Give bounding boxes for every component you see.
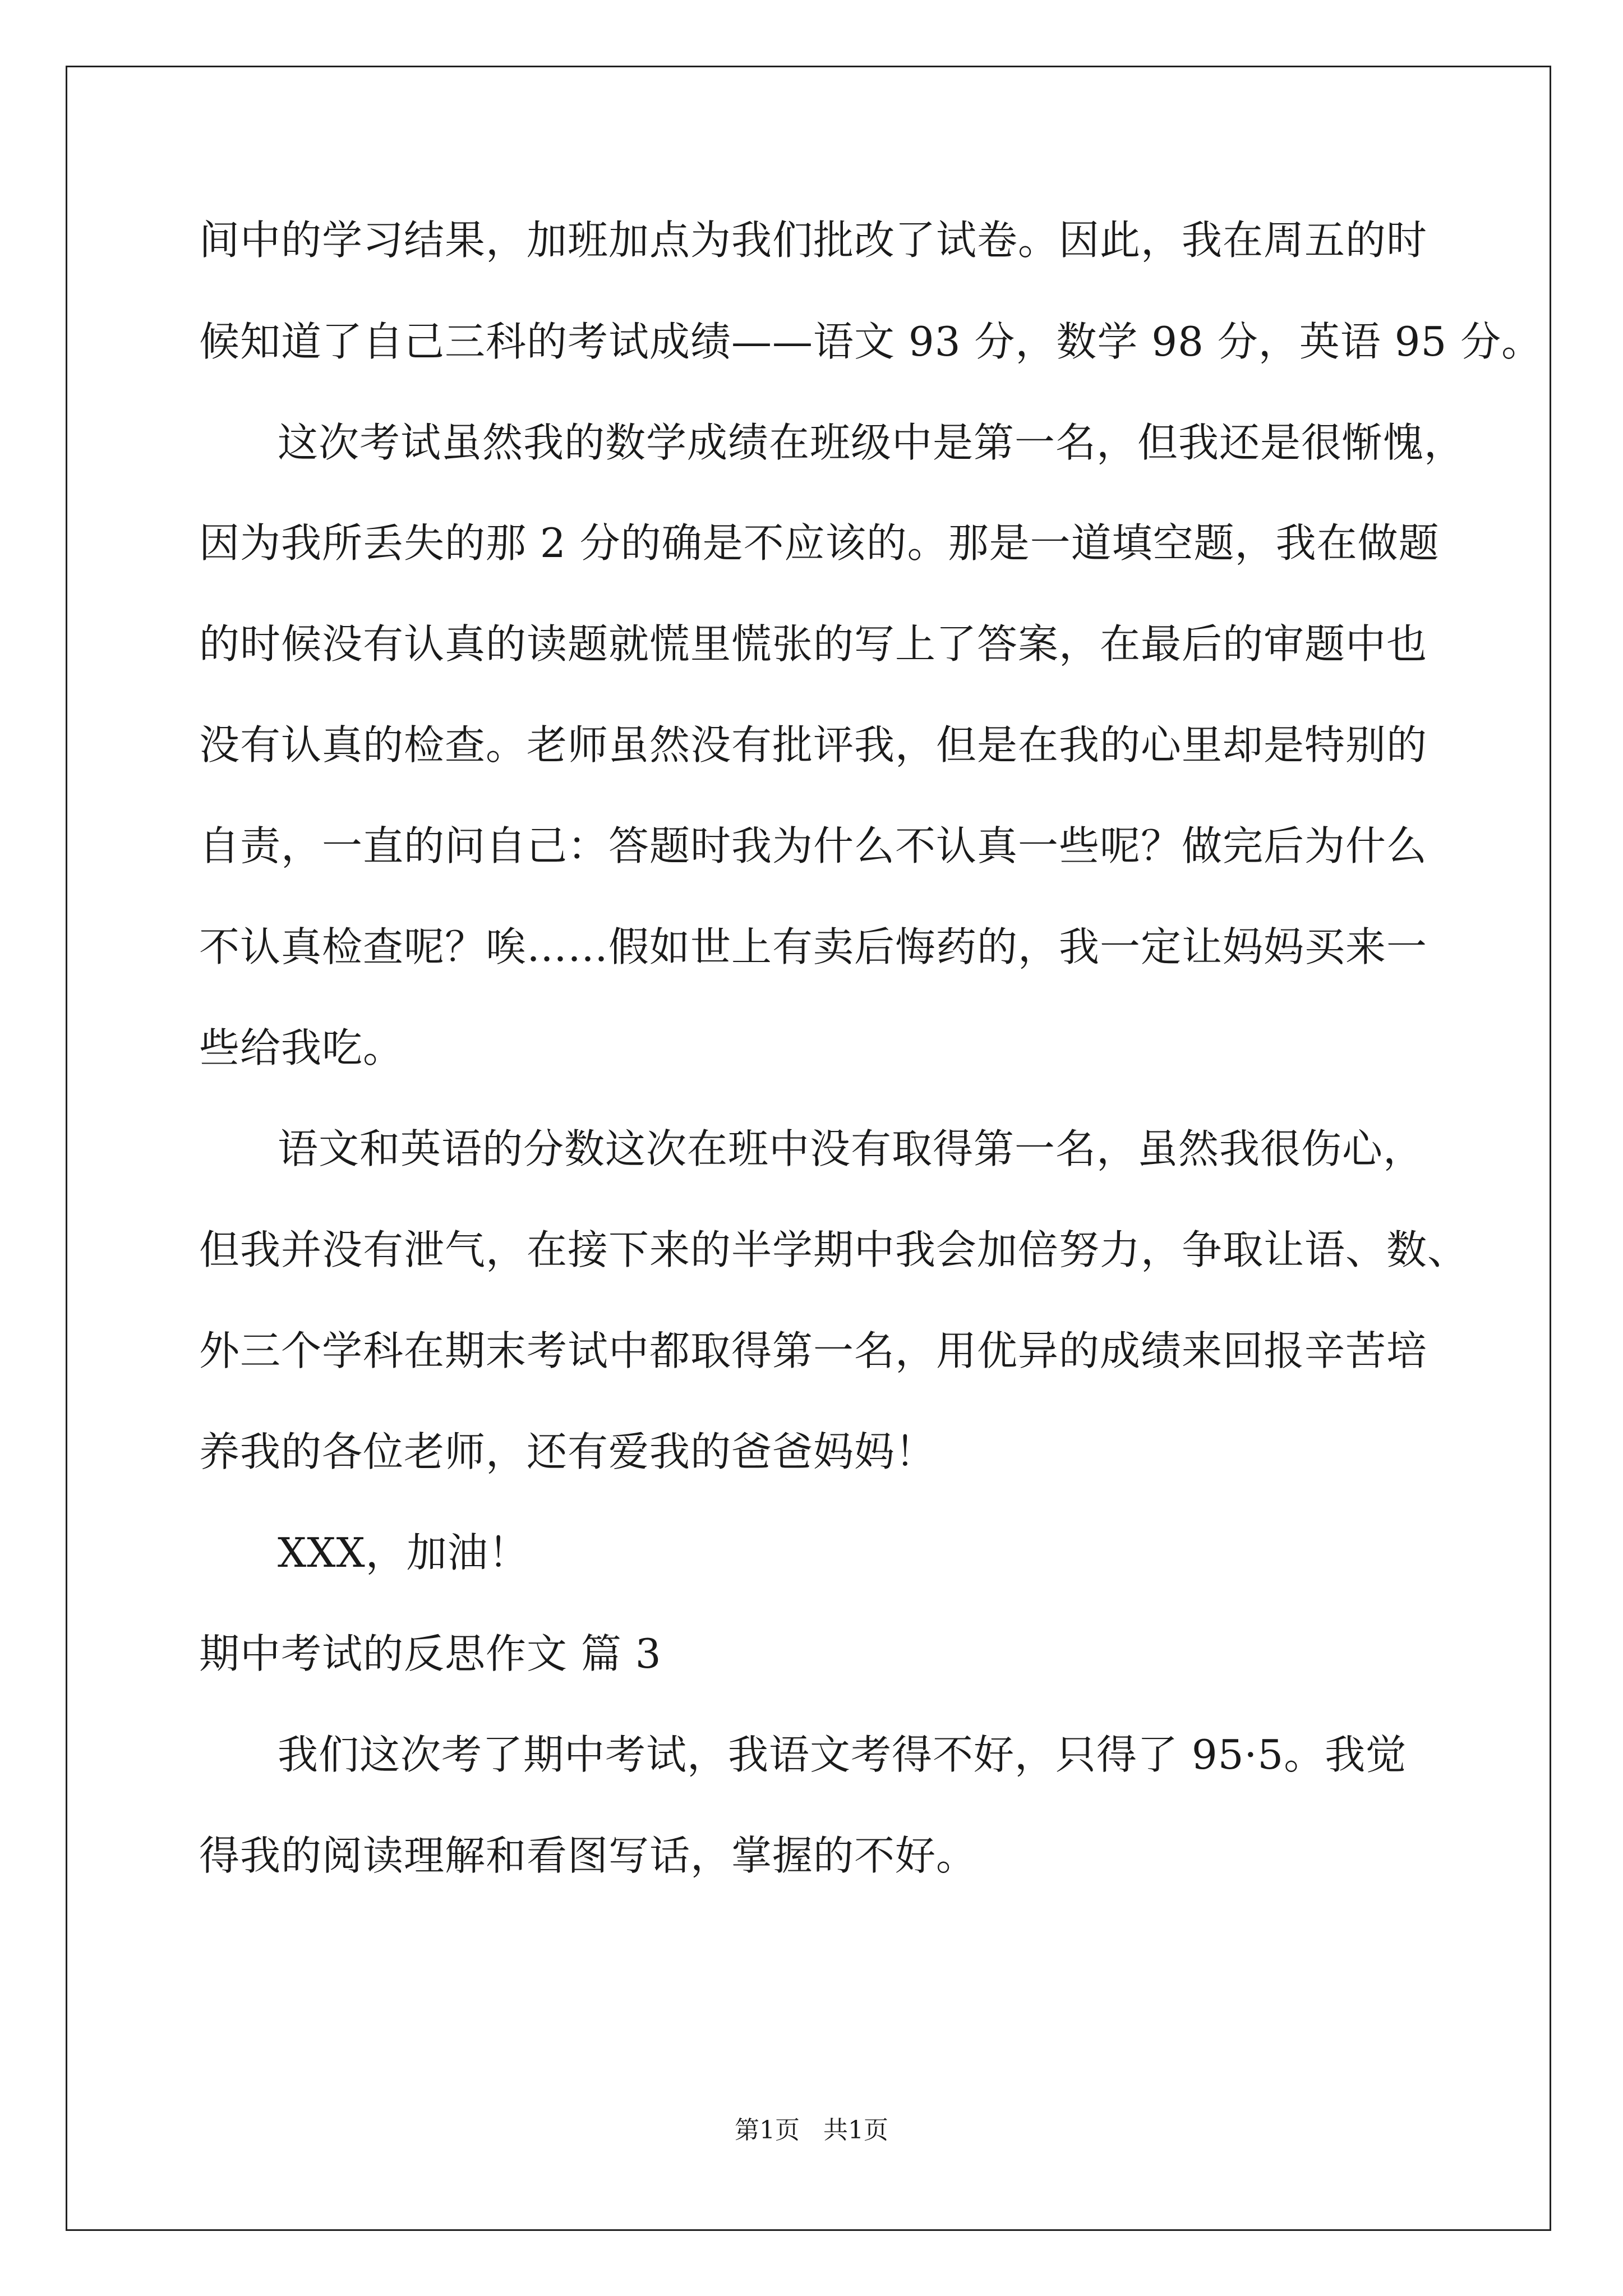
text-line: 自责，一直的问自己：答题时我为什么不认真一些呢？做完后为什么 — [199, 822, 1428, 869]
text-line: 这次考试虽然我的数学成绩在班级中是第一名，但我还是很惭愧， — [278, 419, 1465, 466]
text-line: 不认真检查呢？唉……假如世上有卖后悔药的，我一定让妈妈买来一 — [199, 923, 1428, 970]
text-line: 养我的各位老师，还有爱我的爸爸妈妈！ — [199, 1428, 937, 1475]
text-line: 语文和英语的分数这次在班中没有取得第一名，虽然我很伤心， — [278, 1125, 1424, 1172]
text-line: 外三个学科在期末考试中都取得第一名，用优异的成绩来回报辛苦培 — [199, 1327, 1428, 1374]
text-line: 间中的学习结果，加班加点为我们批改了试卷。因此，我在周五的时 — [199, 217, 1428, 264]
text-line: 但我并没有泄气，在接下来的半学期中我会加倍努力，争取让语、数、 — [199, 1226, 1469, 1273]
text-line: XXX，加油！ — [278, 1529, 529, 1576]
text-line: 的时候没有认真的读题就慌里慌张的写上了答案，在最后的审题中也 — [199, 620, 1428, 668]
text-line: 些给我吃。 — [199, 1024, 404, 1071]
text-line: 我们这次考了期中考试，我语文考得不好，只得了 95·5。我觉 — [278, 1731, 1407, 1778]
text-line: 候知道了自己三科的考试成绩——语文 93 分，数学 98 分，英语 95 分。 — [199, 318, 1543, 365]
text-line: 因为我所丢失的那 2 分的确是不应该的。那是一道填空题，我在做题 — [199, 519, 1440, 567]
text-line: 得我的阅读理解和看图写话，掌握的不好。 — [199, 1832, 978, 1879]
text-line: 没有认真的检查。老师虽然没有批评我，但是在我的心里却是特别的 — [199, 721, 1428, 769]
page-number: 第1页 共1页 — [735, 2116, 888, 2145]
section-heading: 期中考试的反思作文 篇 3 — [199, 1630, 662, 1677]
